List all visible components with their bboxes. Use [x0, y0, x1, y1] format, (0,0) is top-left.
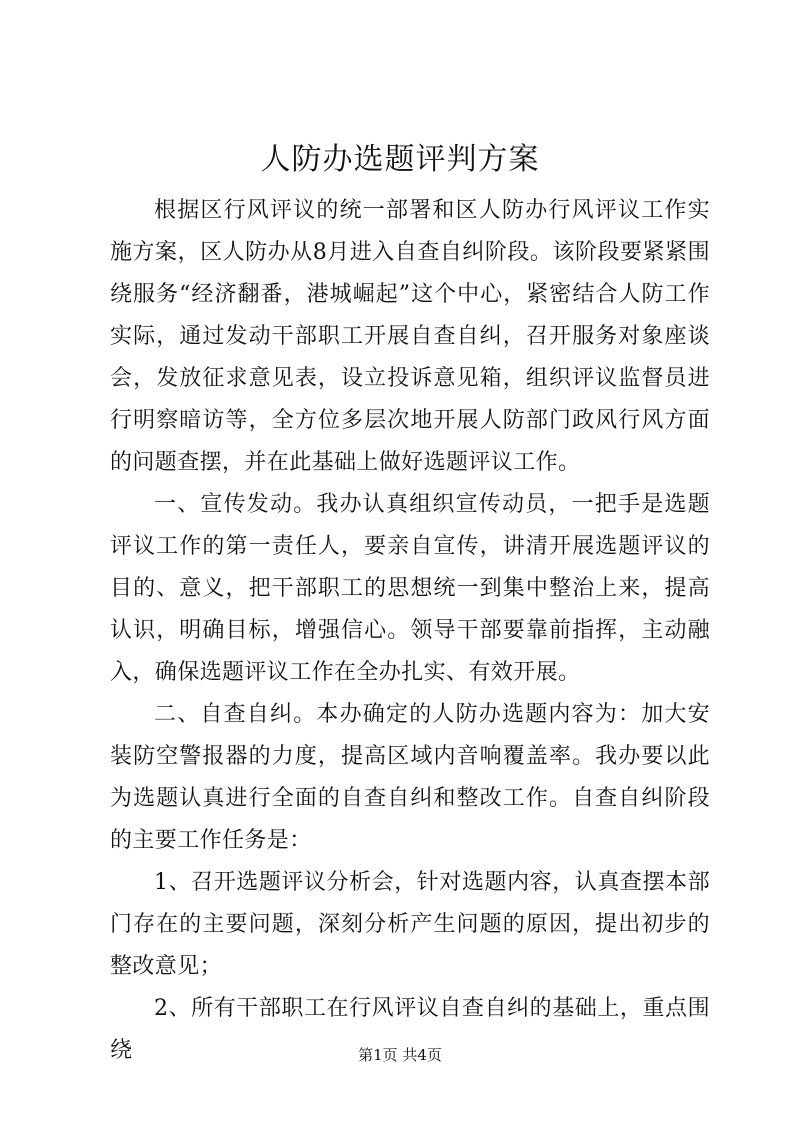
paragraph-item-2: 2、所有干部职工在行风评议自查自纠的基础上，重点围绕	[110, 996, 710, 1063]
paragraph-self-check: 二、自查自纠。本办确定的人防办选题内容为：加大安装防空警报器的力度，提高区域内音响覆盖率。我办要以此为选题认真进行全面的自查自纠和整改工作。自查自纠阶段的主要工作任务是：	[110, 702, 710, 853]
page-number-footer: 第1页 共4页	[358, 1046, 442, 1064]
paragraph-item-1: 1、召开选题评议分析会，针对选题内容，认真查摆本部门存在的主要问题，深刻分析产生问题的原因，提出初步的整改意见；	[110, 870, 710, 979]
document-title: 人防办选题评判方案	[260, 142, 540, 177]
paragraph-publicity: 一、宣传发动。我办认真组织宣传动员，一把手是选题评议工作的第一责任人，要亲自宣传，讲清开展选题评议的目的、意义，把干部职工的思想统一到集中整治上来，提高认识，明确目标，增强信心。领导干部要靠前指挥，主动融入，确保选题评议工作在全办扎实、有效开展。	[110, 492, 710, 685]
document-body	[110, 190, 710, 1072]
paragraph-intro: 根据区行风评议的统一部署和区人防办行风评议工作实施方案，区人防办从8月进入自查自纠阶段。该阶段要紧紧围绕服务“经济翻番，港城崛起”这个中心，紧密结合人防工作实际，通过发动干部职工开展自查自纠，召开服务对象座谈会，发放征求意见表，设立投诉意见箱，组织评议监督员进行明察暗访等，全方位多层次地开展人防部门政风行风方面的问题查摆，并在此基础上做好选题评议工作。	[110, 198, 710, 475]
